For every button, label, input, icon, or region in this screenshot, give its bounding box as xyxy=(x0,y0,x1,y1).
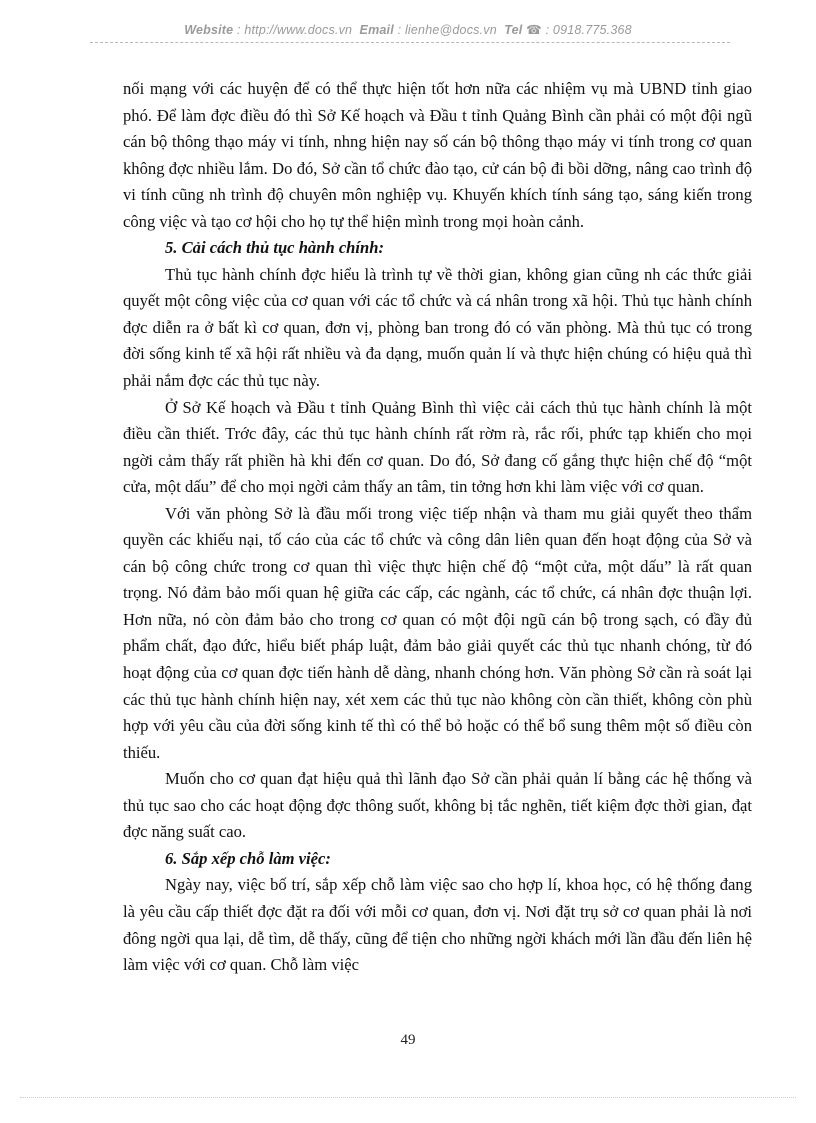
paragraph-2: Thủ tục hành chính đợc hiểu là trình tự về thời gian, không gian cũng nh các thức giải quyết một công việc của cơ quan với các tổ chức và cá nhân trong xã hội. Thủ tục hành chính đợc diễn ra ở bất kì cơ quan, đơn vị, phòng ban trong đó có văn phòng. Mà thủ tục có trong đời sống kinh tế xã hội rất nhiều và đa dạng, muốn quản lí và thực hiện chúng có hiệu quả thì phải nắm đợc các thủ tục này. xyxy=(123,264,752,391)
paragraph-6: Ngày nay, việc bố trí, sắp xếp chỗ làm việc sao cho hợp lí, khoa học, có hệ thống đang là yêu cầu cấp thiết đợc đặt ra đối với mỗi cơ quan, đơn vị. Nơi đặt trụ sở cơ quan phải là nơi đông ngời qua lại, dễ tìm, dễ thấy, cũng để tiện cho những ngời khách mới lần đầu đến liên hệ làm việc với cơ quan. Chỗ làm việc xyxy=(123,875,752,975)
footer-divider xyxy=(20,1097,796,1098)
page-number: 49 xyxy=(400,1032,416,1048)
email-value: : lienhe@docs.vn xyxy=(397,23,497,37)
paragraph-1: nối mạng với các huyện để có thể thực hiện tốt hơn nữa các nhiệm vụ mà UBND tỉnh giao phó. Để làm đợc điều đó thì Sở Kế hoạch và Đầu t tỉnh Quảng Bình cần phải có một đội ngũ cán bộ thông thạo máy vi tính, nhng hiện nay số cán bộ thông thạo máy vi tính trong cơ quan không đợc nhiều lắm. Do đó, Sở cần tổ chức đào tạo, cử cán bộ đi bồi dỡng, nâng cao trình độ vi tính cũng nh trình độ chuyên môn nghiệp vụ. Khuyến khích tính sáng tạo, sáng kiến trong công việc và tạo cơ hội cho họ tự thể hiện mình trong mọi hoàn cảnh. xyxy=(123,79,752,231)
section-heading-5: 5. Cải cách thủ tục hành chính: xyxy=(165,238,385,258)
section-heading-6: 6. Sắp xếp chỗ làm việc: xyxy=(165,848,331,868)
tel-value: ☎ : 0918.775.368 xyxy=(526,23,632,37)
website-label: Website xyxy=(184,23,234,37)
paragraph-5: Muốn cho cơ quan đạt hiệu quả thì lãnh đạo Sở cần phải quản lí bằng các hệ thống và thủ tục sao cho các hoạt động đợc thông suốt, không bị tắc nghẽn, tiết kiệm đợc thời gian, đạt đợc năng suất cao. xyxy=(123,769,752,842)
paragraph-3: Ở Sở Kế hoạch và Đầu t tỉnh Quảng Bình thì việc cải cách thủ tục hành chính là một điều cần thiết. Trớc đây, các thủ tục hành chính rất rờm rà, rắc rối, phức tạp khiến cho mọi ngời cảm thấy rất phiền hà khi đến cơ quan. Do đó, Sở đang cố gắng thực hiện chế độ “một cửa, một dấu” để cho mọi ngời cảm thấy an tâm, tin tởng hơn khi làm việc với cơ quan. xyxy=(123,397,752,497)
header-divider xyxy=(90,42,730,43)
email-label: Email xyxy=(359,23,394,37)
document-body xyxy=(123,76,752,979)
page-header xyxy=(0,22,816,37)
tel-label: Tel xyxy=(504,23,523,37)
paragraph-4: Với văn phòng Sở là đầu mối trong việc tiếp nhận và tham mu giải quyết theo thẩm quyền các khiếu nại, tố cáo của các tổ chức và công dân liên quan đến hoạt động của Sở và cán bộ công chức trong cơ quan thì việc thực hiện chế độ “một cửa, một dấu” là rất quan trọng. Nó đảm bảo mối quan hệ giữa các cấp, các ngành, các tổ chức, cá nhân đợc thuận lợi. Hơn nữa, nó còn đảm bảo cho trong cơ quan có một đội ngũ cán bộ trong sạch, có đầy đủ phẩm chất, đạo đức, hiểu biết pháp luật, đảm bảo giải quyết các thủ tục nhanh chóng, từ đó hoạt động của cơ quan đợc tiến hành dễ dàng, nhanh chóng hơn. Văn phòng Sở cần rà soát lại các thủ tục hành chính hiện nay, xét xem các thủ tục nào không còn cần thiết, không còn phù hợp với yêu cầu của đời sống kinh tế thì có thể bỏ hoặc có thể bổ sung thêm một số điều còn thiếu. xyxy=(123,503,752,762)
website-value: : http://www.docs.vn xyxy=(237,23,353,37)
